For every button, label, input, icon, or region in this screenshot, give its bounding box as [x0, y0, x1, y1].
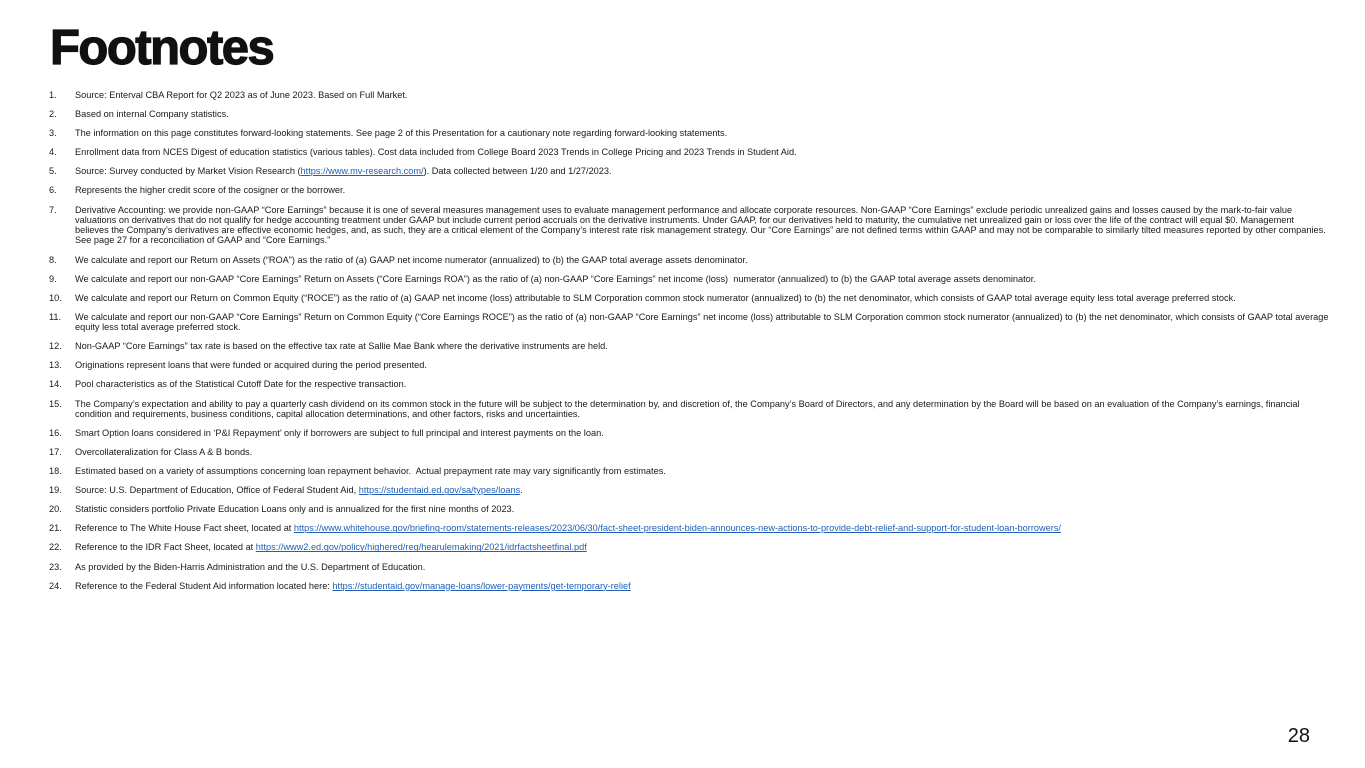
footnote-text-segment: Statistic considers portfolio Private Education Loans only and is annualized for the first nine months of 2023. [75, 504, 515, 515]
footnote-number: 20. [49, 504, 62, 515]
footnote-text-segment: . [520, 485, 523, 496]
footnote-text-segment: We calculate and report our Return on Common Equity (“ROCE”) as the ratio of (a) GAAP net income (loss) attributable to SLM Corporation common stock numerator (annualized) to (b) the net denominator, which consists of GAAP total average equity less total average preferred stock. [75, 292, 1236, 303]
footnote-item [49, 428, 1329, 438]
footnote-number: 13. [49, 360, 62, 371]
footnote-text [75, 341, 1329, 351]
footnote-item [49, 166, 1329, 176]
footnote-item [49, 205, 1329, 246]
footnote-text [75, 205, 1329, 246]
footnote-number: 10. [49, 292, 62, 303]
footnote-number: 15. [49, 398, 62, 409]
footnote-item [49, 128, 1329, 138]
footnote-text-segment: We calculate and report our Return on Assets (“ROA”) as the ratio of (a) GAAP net income numerator (annualized) to (b) the GAAP total average assets denominator. [75, 254, 748, 265]
footnote-text [75, 311, 1332, 333]
footnote-text [75, 274, 1329, 284]
footnote-item [49, 399, 1329, 420]
footnote-text-segment: Estimated based on a variety of assumptions concerning loan repayment behavior. Actual prepayment rate may vary significantly from estimates. [75, 466, 666, 477]
footnote-number: 8. [49, 254, 57, 265]
footnote-item [49, 90, 1329, 100]
footnote-text-segment: Based on internal Company statistics. [75, 109, 229, 120]
footnote-item [49, 109, 1329, 119]
footnote-number: 12. [49, 341, 62, 352]
footnote-text [75, 562, 1329, 572]
footnote-text-segment: Reference to the IDR Fact Sheet, located at [75, 542, 256, 553]
footnote-text-segment: Reference to The White House Fact sheet, located at [75, 523, 294, 534]
footnote-text [75, 360, 1329, 370]
footnote-item [49, 485, 1329, 495]
footnote-item [49, 504, 1329, 514]
footnote-text [75, 542, 1329, 552]
footnote-text-segment: Overcollateralization for Class A & B bonds. [75, 446, 253, 457]
footnote-item [49, 341, 1329, 351]
footnote-text-segment: Source: Enterval CBA Report for Q2 2023 as of June 2023. Based on Full Market. [75, 90, 408, 100]
footnote-text-segment: Source: Survey conducted by Market Vision Research ( [75, 166, 301, 177]
footnote-text [75, 90, 1329, 100]
footnote-text [75, 128, 1329, 138]
footnote-text-segment: Derivative Accounting: we provide non-GAAP “Core Earnings” because it is one of several measures management uses to evaluate management performance and allocate corporate resources. Non-GAAP “Core Earnings” exclude periodic unrealized gains and losses caused by the mark-to-fair value valuations on derivatives that do not qualify for hedge accounting treatment under GAAP but include current period accruals on the derivative instruments. Under GAAP, for our derivatives held to maturity, the cumulative net unrealized gain or loss over the life of the contract will equal $0. Management believes the Company’s derivatives are effective economic hedges, and, as such, they are a critical element of the Company’s interest rate risk management strategy. Our “Core Earnings” are not defined terms within GAAP and may not be comparable to similarly tilted measures reported by other companies. See page 27 for a reconciliation of GAAP and “Core Earnings.” [75, 204, 1329, 246]
footnote-text-segment: The Company’s expectation and ability to pay a quarterly cash dividend on its common stock in the future will be subject to the determination by, and discretion of, the Company’s Board of Directors, and any determination by the Board will be based on an evaluation of the Company’s earnings, financial condition and requirements, business conditions, capital allocation determinations, and other factors, risks and uncertainties. [75, 398, 1303, 419]
footnote-text-segment: Reference to the Federal Student Aid information located here: [75, 580, 333, 591]
footnote-item [49, 360, 1329, 370]
footnote-text [75, 293, 1329, 303]
footnote-text [75, 523, 1329, 533]
footnote-number: 6. [49, 185, 57, 196]
footnote-item [49, 466, 1329, 476]
footnote-item [49, 523, 1329, 533]
footnote-text-segment: Smart Option loans considered in ‘P&I Repayment’ only if borrowers are subject to full principal and interest payments on the loan. [75, 427, 604, 438]
footnote-link[interactable]: https://www.whitehouse.gov/briefing-room/statements-releases/2023/06/30/fact-sheet-president-biden-announces-new-actions-to-provide-debt-relief-and-support-for-student-loan-borrowers/ [293, 523, 1061, 534]
footnote-text [75, 581, 1329, 591]
footnote-text-segment: Source: U.S. Department of Education, Office of Federal Student Aid, [75, 485, 359, 496]
footnote-text-segment: We calculate and report our non-GAAP “Core Earnings” Return on Assets (“Core Earnings ROA”) as the ratio of (a) non-GAAP “Core Earnings” net income (loss) numerator (annualized) to (b) the GAAP total average assets denominator. [75, 273, 1036, 284]
footnote-number: 4. [49, 147, 57, 158]
footnote-number: 5. [49, 166, 57, 177]
footnote-number: 21. [49, 523, 62, 534]
footnote-number: 18. [49, 466, 62, 477]
footnote-link[interactable]: https://studentaid.ed.gov/sa/types/loans [358, 485, 521, 496]
footnote-text [75, 379, 1329, 389]
footnote-text-segment: Enrollment data from NCES Digest of education statistics (various tables). Cost data included from College Board 2023 Trends in College Pricing and 2023 Trends in Student Aid. [75, 147, 797, 158]
footnote-number: 16. [49, 427, 62, 438]
footnote-number: 9. [49, 273, 57, 284]
footnote-item [49, 562, 1329, 572]
footnote-text-segment: Represents the higher credit score of the cosigner or the borrower. [75, 185, 346, 196]
footnote-text [75, 504, 1329, 514]
footnote-text [75, 255, 1329, 265]
footnote-text-segment: Non-GAAP “Core Earnings” tax rate is based on the effective tax rate at Sallie Mae Bank where the derivative instruments are held. [75, 341, 608, 352]
footnote-text [75, 399, 1329, 420]
footnote-item [49, 447, 1329, 457]
footnote-item [49, 379, 1329, 389]
footnote-number: 24. [49, 580, 62, 591]
footnote-number: 3. [49, 128, 57, 139]
footnote-text [75, 166, 1329, 176]
footnote-text [75, 147, 1329, 157]
footnote-number: 7. [49, 204, 57, 215]
footnote-number: 22. [49, 542, 62, 553]
footnote-item [49, 581, 1329, 591]
footnote-link[interactable]: https://studentaid.gov/manage-loans/lower-payments/get-temporary-relief [332, 580, 631, 591]
footnote-item [49, 185, 1329, 195]
footnote-text [75, 428, 1329, 438]
footnote-text-segment: Pool characteristics as of the Statistical Cutoff Date for the respective transaction. [75, 379, 407, 390]
footnote-number: 1. [49, 90, 57, 100]
footnote-item [49, 274, 1329, 284]
footnote-number: 23. [49, 561, 62, 572]
footnote-item [49, 311, 1332, 333]
footnote-text-segment: The information on this page constitutes forward-looking statements. See page 2 of this Presentation for a cautionary note regarding forward-looking statements. [75, 128, 728, 139]
footnote-number: 17. [49, 446, 62, 457]
footnote-link[interactable]: https://www2.ed.gov/policy/highered/reg/hearulemaking/2021/idrfactsheetfinal.pdf [255, 542, 587, 553]
footnote-number: 14. [49, 379, 62, 390]
footnote-number: 2. [49, 109, 57, 120]
footnote-text [75, 447, 1329, 457]
footnote-text [75, 185, 1329, 195]
footnote-item [49, 255, 1329, 265]
footnote-item [49, 293, 1329, 303]
footnote-link[interactable]: https://www.mv-research.com/ [300, 166, 424, 177]
footnote-number: 19. [49, 485, 62, 496]
footnote-text-segment: As provided by the Biden-Harris Administration and the U.S. Department of Education. [75, 561, 426, 572]
footnote-item [49, 542, 1329, 552]
footnote-text-segment: We calculate and report our non-GAAP “Core Earnings” Return on Common Equity (“Core Earnings ROCE”) as the ratio of (a) non-GAAP “Core Earnings” net income (loss) attributable to SLM Corporation common stock numerator (annualized) to (b) the net denominator, which consists of GAAP total average equity less total average preferred stock. [75, 311, 1332, 333]
page-number: 28 [1287, 725, 1310, 747]
footnote-text [75, 466, 1329, 476]
footnotes-list [49, 90, 1332, 600]
page-title: Footnotes [50, 21, 274, 75]
footnote-text [75, 109, 1329, 119]
footnote-number: 11. [49, 311, 62, 322]
footnote-text-segment: ). Data collected between 1/20 and 1/27/2023. [423, 166, 612, 177]
footnote-text [75, 485, 1329, 495]
footnote-item [49, 147, 1329, 157]
footnote-text-segment: Originations represent loans that were funded or acquired during the period presented. [75, 360, 427, 371]
